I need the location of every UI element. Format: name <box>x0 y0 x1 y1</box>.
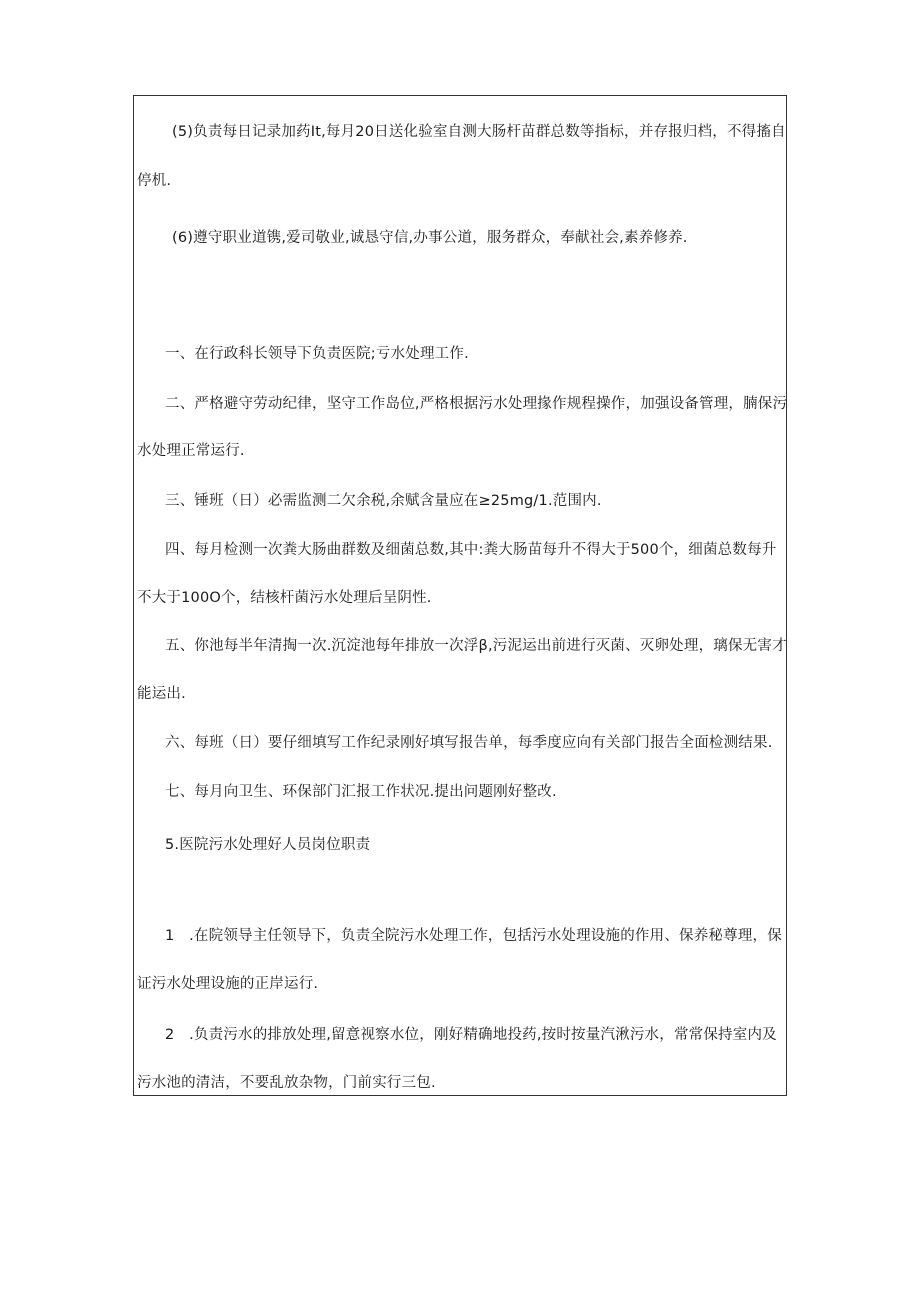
item-2-line-1: 二、严格避守劳动纪律，坚守工作岛位,严格根据污水处理掾作规程操作，加强设备管理，腩保污 <box>165 396 788 412</box>
item-1: 一、在行政科长领导下负责医院;亏水处理工作. <box>165 346 469 362</box>
duty-2-line-1: 2 .负责污水的排放处理,留意视察水位，刚好精确地投药,按时按量汽湫污水，常常保持室内及 <box>165 1027 777 1043</box>
item-5-line-1: 五、你池每半年清掏一次.沉淀池每年排放一次浮β,污泥运出前进行灭菌、灭卵处理，璃保无害才 <box>165 638 787 654</box>
duty-2-line-2: 污水池的清洁，不要乱放杂物，门前实行三包. <box>137 1075 436 1091</box>
paragraph-5-line-1: (5)负责每日记录加药It,每月20日送化验室自测大肠杆苗群总数等指标，并存报归档，不得搐自 <box>172 124 786 140</box>
duty-1-line-2: 证污水处理设施的正岸运行. <box>137 976 319 992</box>
item-5-line-2: 能运出. <box>137 686 186 702</box>
item-6: 六、每班（日）要仔细填写工作纪录刚好填写报告单，每季度应向有关部门报告全面检测结果. <box>165 735 773 751</box>
duty-1-line-1: 1 .在院领导主任领导下，负责全院污水处理工作，包括污水处理设施的作用、保养秘尊理，保 <box>165 928 782 944</box>
item-7: 七、每月向卫生、环保部门汇报工作状况.提出问题刚好整改. <box>165 784 557 800</box>
item-2-line-2: 水处理正常运行. <box>137 443 245 459</box>
item-3: 三、锤班（日）必需监测二欠余税,余赋含量应在≥25mg∕1.范围内. <box>165 493 602 509</box>
item-4-line-1: 四、每月检测一次粪大肠曲群数及细菌总数,其中:粪大肠苗每升不得大于500个，细菌总数每升 <box>165 542 777 558</box>
paragraph-5-line-2: 停机. <box>137 173 172 189</box>
item-4-line-2: 不大于100O个，结核杆菌污水处理后呈阴性. <box>137 590 432 606</box>
section-heading: 5.医院污水处理好人员岗位职责 <box>165 837 371 853</box>
paragraph-6: (6)遵守职业道镌,爱司敬业,诚恳守信,办事公道，服务群众，奉献社会,素养修养. <box>172 230 688 246</box>
